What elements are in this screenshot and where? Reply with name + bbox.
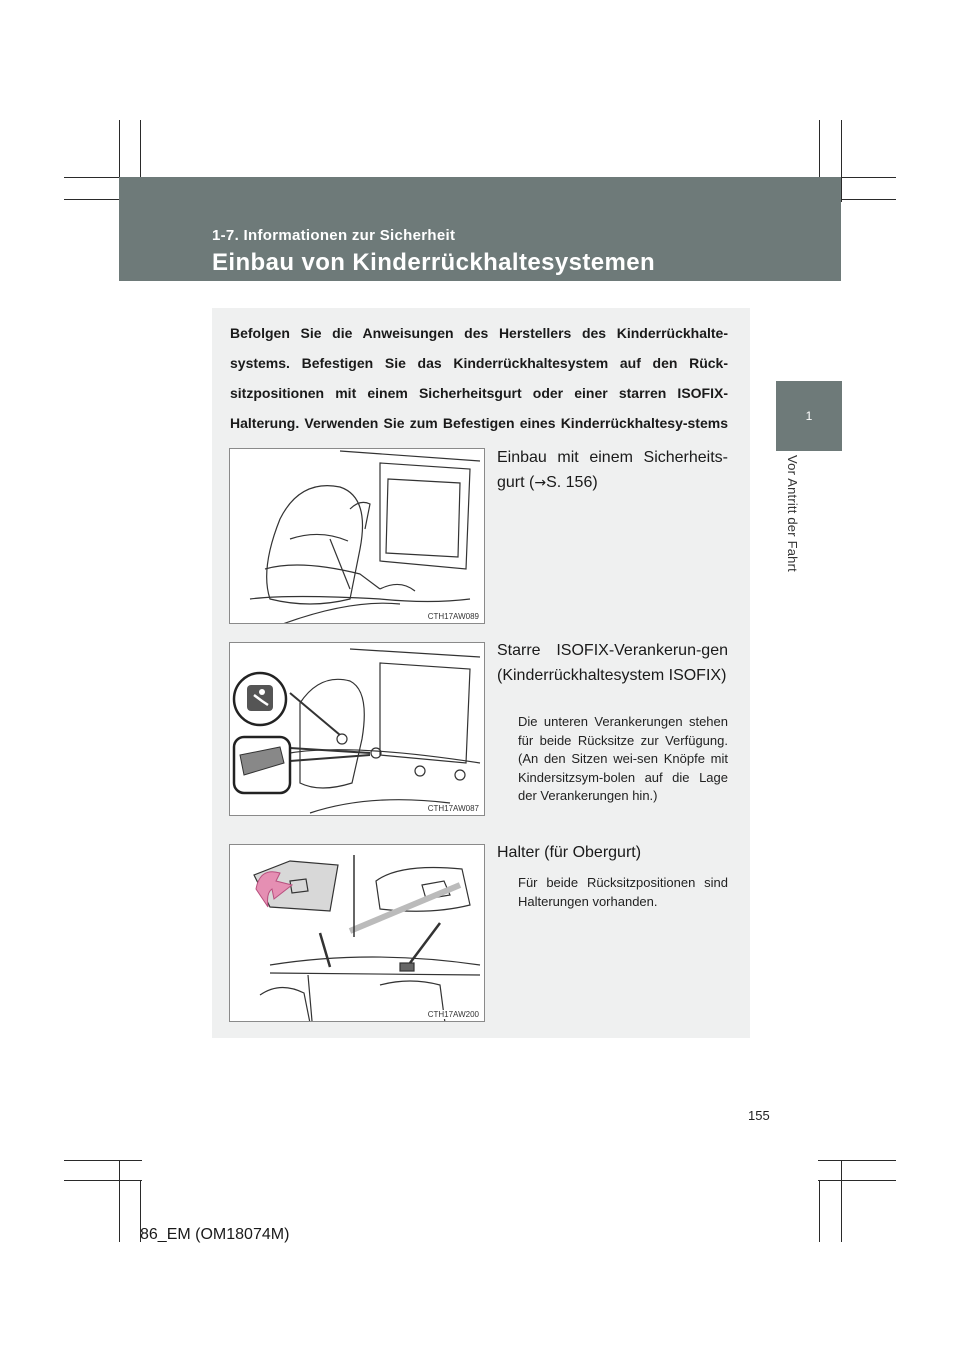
chapter-label: Vor Antritt der Fahrt (785, 455, 800, 572)
item-title-seatbelt (497, 445, 728, 496)
crop-mark (818, 1180, 896, 1181)
crop-mark (819, 1180, 820, 1242)
top-tether-illustration (230, 845, 485, 1022)
arrow-right-icon: → (534, 475, 547, 491)
section-label: 1-7. Informationen zur Sicherheit (212, 227, 456, 244)
figure-seatbelt-installation (229, 448, 485, 624)
page-reference: S. 156) (546, 474, 598, 491)
item-description-top-tether: Für beide Rücksitzpositionen sind Halterungen vorhanden. (518, 875, 728, 909)
anchor-detail-callout (234, 737, 290, 793)
item-title-isofix: Starre ISOFIX-Verankerun-gen (Kinderrückhaltesystem ISOFIX) (497, 642, 728, 684)
document-code: 86_EM (OM18074M) (140, 1226, 290, 1243)
figure-code: CTH17AW087 (427, 804, 479, 813)
figure-isofix-anchors (229, 642, 485, 816)
item-title-top-tether: Halter (für Obergurt) (497, 844, 642, 861)
crop-mark (64, 1180, 142, 1181)
crop-mark (841, 120, 842, 202)
child-seat-symbol-callout (234, 673, 286, 725)
chapter-tab (776, 381, 842, 451)
figure-top-tether-holder (229, 844, 485, 1022)
chapter-number: 1 (805, 409, 813, 423)
page-number: 155 (748, 1108, 770, 1123)
crop-mark (818, 1160, 896, 1161)
isofix-anchor-illustration (230, 643, 485, 816)
figure-code: CTH17AW089 (427, 612, 479, 621)
item-title-text: Einbau mit einem Sicherheits-gurt ( (497, 449, 728, 491)
page-title: Einbau von Kinderrückhaltesystemen (212, 249, 656, 276)
intro-paragraph: Befolgen Sie die Anweisungen des Herstellers des Kinderrückhalte-systems. Befestigen Sie das Kinderrückhaltesystem auf den Rück-sitzpositionen mit einem Sicherheitsgurt oder einer starren ISOFIX-Halterung. Verwenden Sie zum Befestigen eines Kinderrückhaltesy-stems (230, 325, 728, 431)
crop-mark (64, 1160, 142, 1161)
item-description-isofix: Die unteren Verankerungen stehen für beide Rücksitze zur Verfügung. (An den Sitzen wei-sen Knöpfe mit Kindersitzsym-bolen auf die Lage der Verankerungen hin.) (518, 714, 728, 803)
crop-mark (119, 1160, 120, 1242)
figure-code: CTH17AW200 (427, 1010, 479, 1019)
crop-mark (841, 1160, 842, 1242)
seatbelt-child-seat-illustration (230, 449, 485, 624)
